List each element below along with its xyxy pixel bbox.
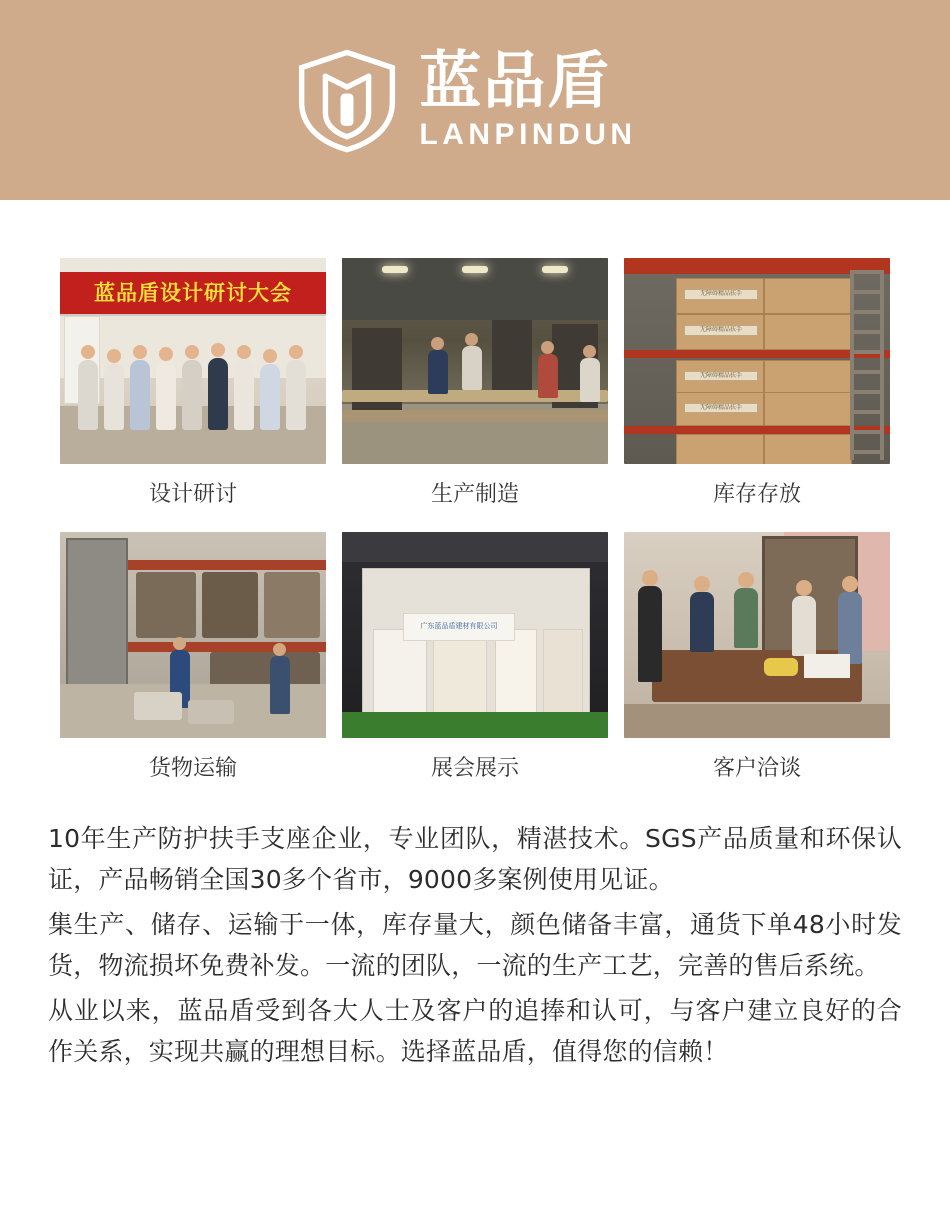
brand-name-cn: 蓝品盾 <box>419 44 612 117</box>
photo-gallery <box>0 200 950 800</box>
warehouse-photo <box>624 258 890 464</box>
gallery-item <box>624 258 890 526</box>
shield-logo-icon <box>293 46 401 154</box>
brand-name-en: LANPINDUN <box>419 118 637 151</box>
gallery-caption: 生产制造 <box>430 482 519 507</box>
logistics-photo <box>60 532 326 738</box>
customer-meeting-photo <box>624 532 890 738</box>
gallery-item <box>624 532 890 800</box>
carton-label: 无障碍精品扶手 <box>684 325 758 336</box>
brand-logo <box>293 46 636 154</box>
description-paragraph-2: 集生产、储存、运输于一体，库存量大，颜色储备丰富，通货下单48小时发货，物流损坏免费补发。一流的团队，一流的生产工艺，完善的售后系统。 <box>48 910 902 980</box>
gallery-item <box>60 532 326 800</box>
seminar-banner <box>60 272 326 314</box>
carton-label: 无障碍精品扶手 <box>684 371 758 381</box>
description-paragraph-3: 从业以来，蓝品盾受到各大人士及客户的追捧和认可，与客户建立良好的合作关系，实现共赢的理想目标。选择蓝品盾，值得您的信赖！ <box>48 996 902 1066</box>
gallery-caption: 客户洽谈 <box>712 756 801 781</box>
booth-sign-text: 广东蓝品盾建材有限公司 <box>420 623 498 630</box>
carton-label: 无障碍精品扶手 <box>684 403 758 413</box>
gallery-caption: 货物运输 <box>148 756 237 781</box>
company-description <box>0 800 950 1072</box>
description-paragraph-1: 10年生产防护扶手支座企业，专业团队，精湛技术。SGS产品质量和环保认证，产品畅销全国30多个省市，9000多案例使用见证。 <box>48 824 902 894</box>
brand-text <box>419 44 637 151</box>
gallery-caption: 库存存放 <box>712 482 801 507</box>
design-seminar-photo <box>60 258 326 464</box>
seminar-banner-text: 蓝品盾设计研讨大会 <box>94 281 292 305</box>
brand-header <box>0 0 950 200</box>
gallery-item <box>342 258 608 526</box>
carton-label: 无障碍精品扶手 <box>684 289 758 300</box>
exhibition-photo <box>342 532 608 738</box>
gallery-caption: 展会展示 <box>430 756 519 781</box>
gallery-item <box>342 532 608 800</box>
booth-sign <box>403 613 515 641</box>
manufacturing-photo <box>342 258 608 464</box>
gallery-grid <box>60 258 890 800</box>
gallery-item <box>60 258 326 526</box>
gallery-caption: 设计研讨 <box>148 482 237 507</box>
